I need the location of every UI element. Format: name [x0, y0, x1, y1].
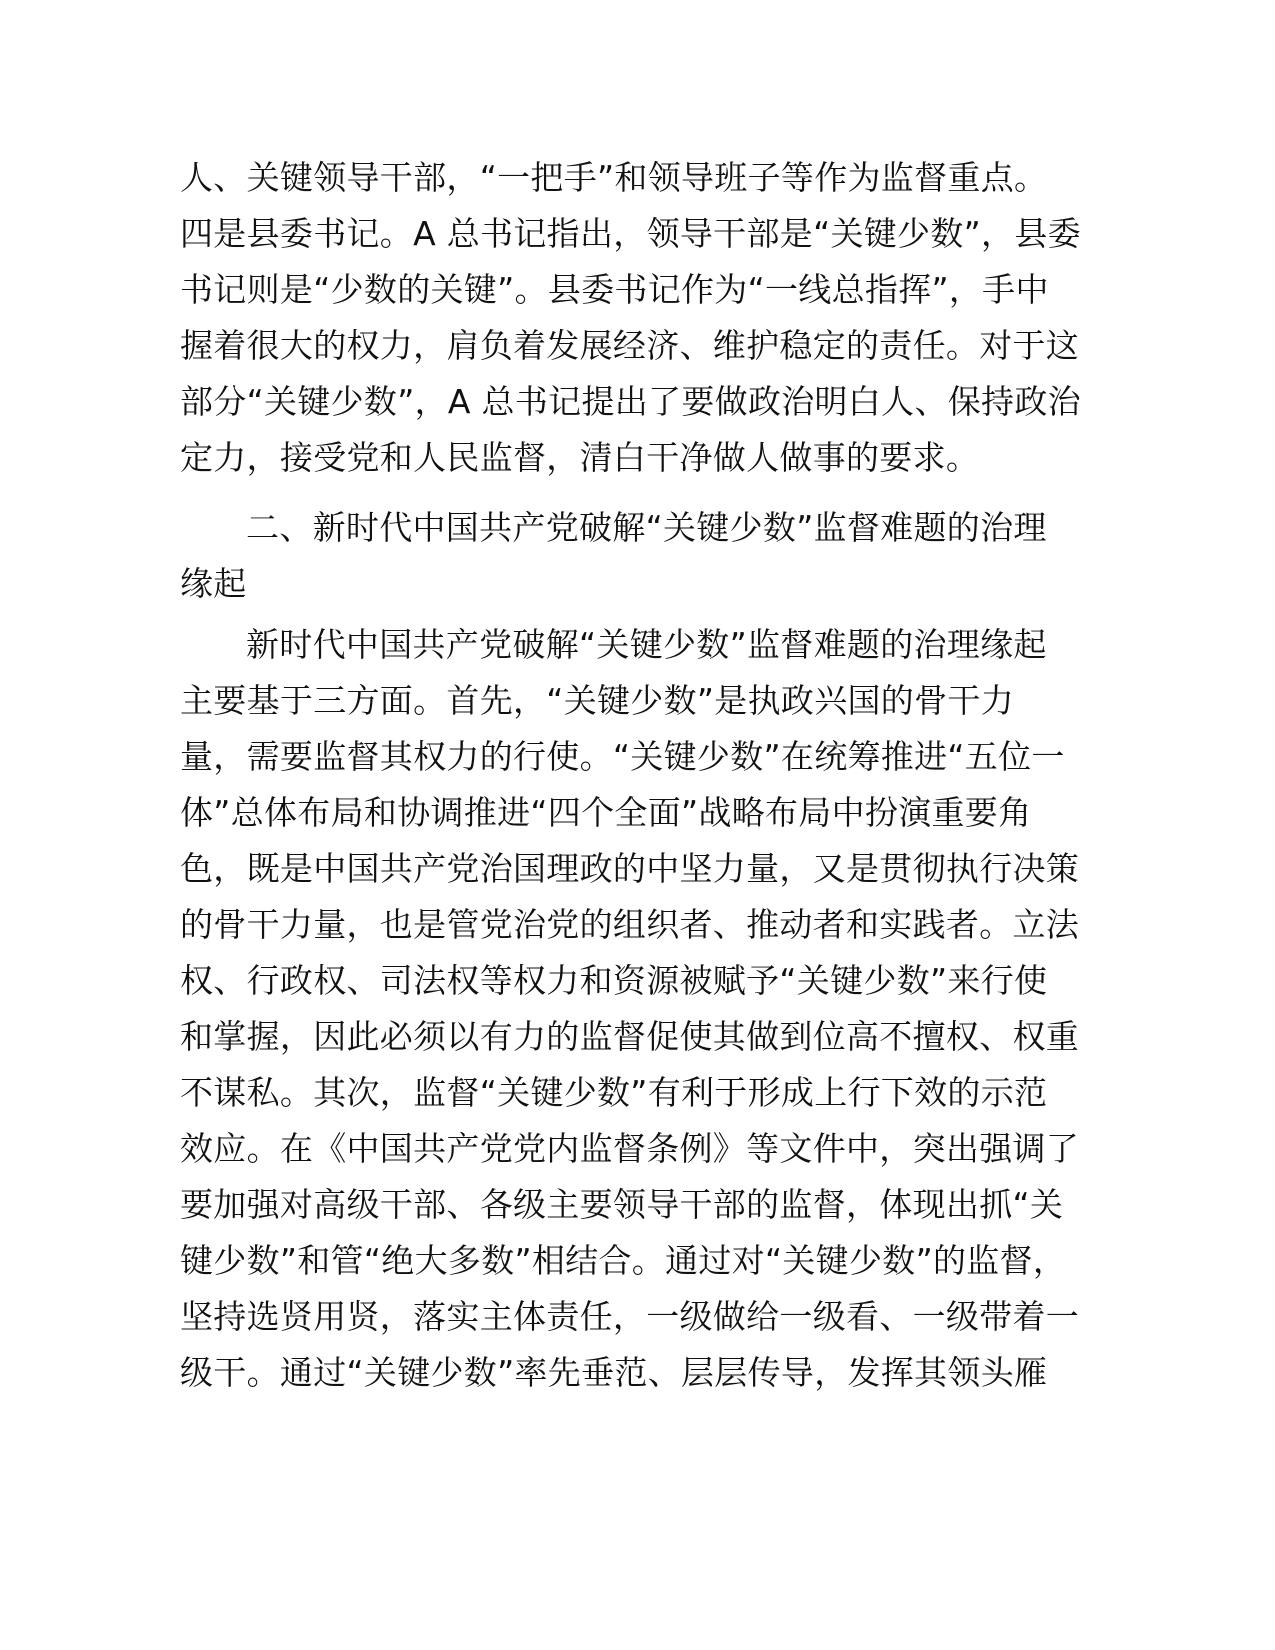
text-line: 部分“关键少数”，A 总书记提出了要做政治明白人、保持政治 [180, 382, 1081, 421]
text-line: 体”总体布局和协调推进“四个全面”战略布局中扮演重要角 [180, 793, 1032, 832]
text-line: 要加强对高级干部、各级主要领导干部的监督，体现出抓“关 [180, 1185, 1064, 1224]
heading-line: 缘起 [180, 564, 247, 603]
text-line: 权、行政权、司法权等权力和资源被赋予“关键少数”来行使 [180, 961, 1048, 1000]
text-line: 握着很大的权力，肩负着发展经济、维护稳定的责任。对于这 [180, 326, 1080, 365]
paragraph-continued [180, 150, 1081, 486]
text-line: 量，需要监督其权力的行使。“关键少数”在统筹推进“五位一 [180, 737, 1065, 776]
text-line: 定力，接受党和人民监督，清白干净做人做事的要求。 [180, 438, 980, 477]
text-line: 色，既是中国共产党治国理政的中坚力量，又是贯彻执行决策 [180, 849, 1080, 888]
text-line: 人、关键领导干部，“一把手”和领导班子等作为监督重点。 [180, 158, 1048, 197]
text-line: 新时代中国共产党破解“关键少数”监督难题的治理缘起 [246, 625, 1047, 664]
text-line: 坚持选贤用贤，落实主体责任，一级做给一级看、一级带着一 [180, 1297, 1080, 1336]
text-line: 级干。通过“关键少数”率先垂范、层层传导，发挥其领头雁 [180, 1353, 1048, 1392]
text-line: 效应。在《中国共产党党内监督条例》等文件中，突出强调了 [180, 1129, 1080, 1168]
text-line: 主要基于三方面。首先，“关键少数”是执政兴国的骨干力 [180, 681, 1014, 720]
text-line: 键少数”和管“绝大多数”相结合。通过对“关键少数”的监督， [180, 1241, 1067, 1280]
text-line: 书记则是“少数的关键”。县委书记作为“一线总指挥”，手中 [180, 270, 1049, 309]
text-line: 和掌握，因此必须以有力的监督促使其做到位高不擅权、权重 [180, 1017, 1080, 1056]
text-line: 四是县委书记。A 总书记指出，领导干部是“关键少数”，县委 [180, 214, 1081, 253]
section-heading [180, 500, 1047, 612]
text-line: 的骨干力量，也是管党治党的组织者、推动者和实践者。立法 [180, 905, 1080, 944]
heading-line: 二、新时代中国共产党破解“关键少数”监督难题的治理 [246, 508, 1047, 547]
body-paragraph [180, 617, 1080, 1401]
text-line: 不谋私。其次，监督“关键少数”有利于形成上行下效的示范 [180, 1073, 1048, 1112]
